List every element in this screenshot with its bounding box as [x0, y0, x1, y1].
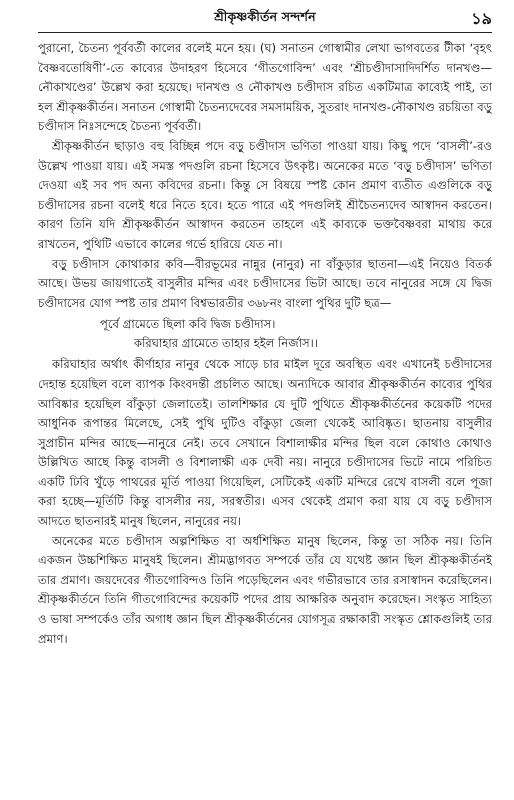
paragraph-2: শ্রীকৃষ্ণকীর্তন ছাড়াও বহু বিচ্ছিন্ন পদে বড়ু চণ্ডীদাস ভণিতা পাওয়া যায়। কিছু পদে ‘বাসলী’-রও উল্লেখ পাওয়া যায়। এই সমস্ত পদগুলি রচনা হিসেবে উৎকৃষ্ট। অনেকের মতে ‘বড়ু চণ্ডীদাস’ ভণিতা দেওয়া এই সব পদ অন্য কবিদের রচনা। কিন্তু সে বিষয়ে স্পষ্ট কোন প্রমাণ ব্যতীত এগুলিকে বড়ু চণ্ডীদাসের রচনা বলেই ধরে নিতে হবে। হতে পারে এই পদগুলিই শ্রীচৈতন্যদেব আস্বাদন করতেন। কারণ তিনি যদি শ্রীকৃষ্ণকীর্তন আস্বাদন করতেন তাহলে এই কাব্যকে ভক্তবৈষ্ণবরা মাথায় করে রাখতেন, পুথিটি এভাবে কালের গর্ভে হারিয়ে যেত না। — [38, 138, 492, 251]
verse-quote — [38, 315, 492, 353]
page-header — [38, 0, 492, 33]
page-number: ১৯ — [471, 9, 492, 28]
running-title: শ্রীকৃষ্ণকীর্তন সন্দর্শন — [214, 9, 316, 24]
paragraph-4: করিঘাহার অর্থাৎ কীর্ণাহার নানুর থেকে সাড়ে চার মাইল দূরে অবস্থিত এবং এখানেই চণ্ডীদাসের দেহান্ত হয়েছিল বলে ব্যাপক কিংবদন্তী প্রচলিত আছে। অন্যদিকে আবার শ্রীকৃষ্ণকীর্তন কাব্যের পুথির আবিষ্কার হয়েছিল বাঁকুড়া জেলাতেই। তালশিক্ষার যে দুটি পুথিতে শ্রীকৃষ্ণকীর্তনের কয়েকটি পদের আধুনিক রূপান্তর মিলেছে, সেই পুথি দুটিও বাঁকুড়া জেলা থেকেই আবিষ্কৃত। ছাতনায় বাসুলীর সুপ্রাচীন মন্দির আছে—নানুরে নেই। তবে সেখানে বিশালাক্ষীর মন্দির ছিল বলে কোথাও কোথাও উল্লিখিত আছে কিন্তু বাসলী ও বিশালাক্ষী এক দেবী নয়। নানুরে চণ্ডীদাসের ভিটে নামে পরিচিত একটি ঢিবি খুঁড়ে পাথরের মূর্তি পাওয়া গিয়েছিল, সেটিকেই একটি মন্দিরে রেখে বাসলী বলে পূজা করা হচ্ছে—মূর্তিটি কিন্তু বাসলীর নয়, সরস্বতীর। এসব থেকেই প্রমাণ করা যায় যে বড়ু চণ্ডীদাস আদতে ছাতনারই মানুষ ছিলেন, নানুরের নয়। — [38, 357, 492, 529]
paragraph-5: অনেকের মতে চণ্ডীদাস অল্পশিক্ষিত বা অর্ধশিক্ষিত মানুষ ছিলেন, কিন্তু তা সঠিক নয়। তিনি একজন উচ্চশিক্ষিত মানুষই ছিলেন। শ্রীমদ্ভাগবত সম্পর্কে তাঁর যে যথেষ্ট জ্ঞান ছিল শ্রীকৃষ্ণকীর্তনই তার প্রমাণ। জয়দেবের গীতগোবিন্দও তিনি পড়েছিলেন এবং গভীরভাবে তার রসাস্বাদন করেছিলেন। শ্রীকৃষ্ণকীর্তনে তিনি গীতগোবিন্দের কয়েকটি পদের প্রায় আক্ষরিক অনুবাদ করেছেন। সংস্কৃত সাহিত্য ও ভাষা সম্পর্কেও তাঁর অগাধ জ্ঞান ছিল শ্রীকৃষ্ণকীর্তনের যোগসূত্র রক্ষাকারী সংস্কৃত শ্লোকগুলিই তার প্রমাণ। — [38, 533, 492, 646]
verse-line-2: করিঘাহার গ্রামেতে তাহার হইল নির্জাস।। — [134, 336, 318, 351]
paragraph-1: পুরানো, চৈতন্য পূর্ববর্তী কালের বলেই মনে হয়। (ঘ) সনাতন গোস্বামীর লেখা ভাগবতের টীকা ‘বৃহৎ বৈষ্ণবতোষিণী’-তে কাব্যের উদাহরণ হিসেবে ‘গীতগোবিন্দ’ এবং ‘শ্রীচণ্ডীদাসাদিদর্শিত দানখণ্ড—নৌকাখণ্ডের’ উল্লেখ করা হয়েছে। দানখণ্ড ও নৌকাখণ্ড চণ্ডীদাস রচিত একটিমাত্র কাব্যেই পাই, তা হল শ্রীকৃষ্ণকীর্তন। সনাতন গোস্বামী চৈতন্যদেবের সমসাময়িক, সুতরাং দানখণ্ড-নৌকাখণ্ড রচয়িতা বড়ু চণ্ডীদাস নিঃসন্দেহে চৈতন্য পূর্ববর্তী। — [38, 41, 492, 134]
verse-line-1: পূর্বে গ্রামেতে ছিলা কবি দ্বিজ চণ্ডীদাস। — [100, 317, 276, 332]
body-text — [38, 39, 492, 649]
paragraph-3: বড়ু চণ্ডীদাস কোথাকার কবি—বীরভূমের নান্নুর (নানুর) না বাঁকুড়ার ছাতনা—এই নিয়েও বিতর্ক আছে। উভয় জায়গাতেই বাসুলীর মন্দির এবং চণ্ডীদাসের ভিটা আছে। তবে নানুরের সঙ্গে যে দ্বিজ চণ্ডীদাসের যোগ স্পষ্ট তার প্রমাণ বিশ্বভারতীর ৩৬৮নং বাংলা পুথির দুটি ছত্র— — [38, 256, 492, 310]
